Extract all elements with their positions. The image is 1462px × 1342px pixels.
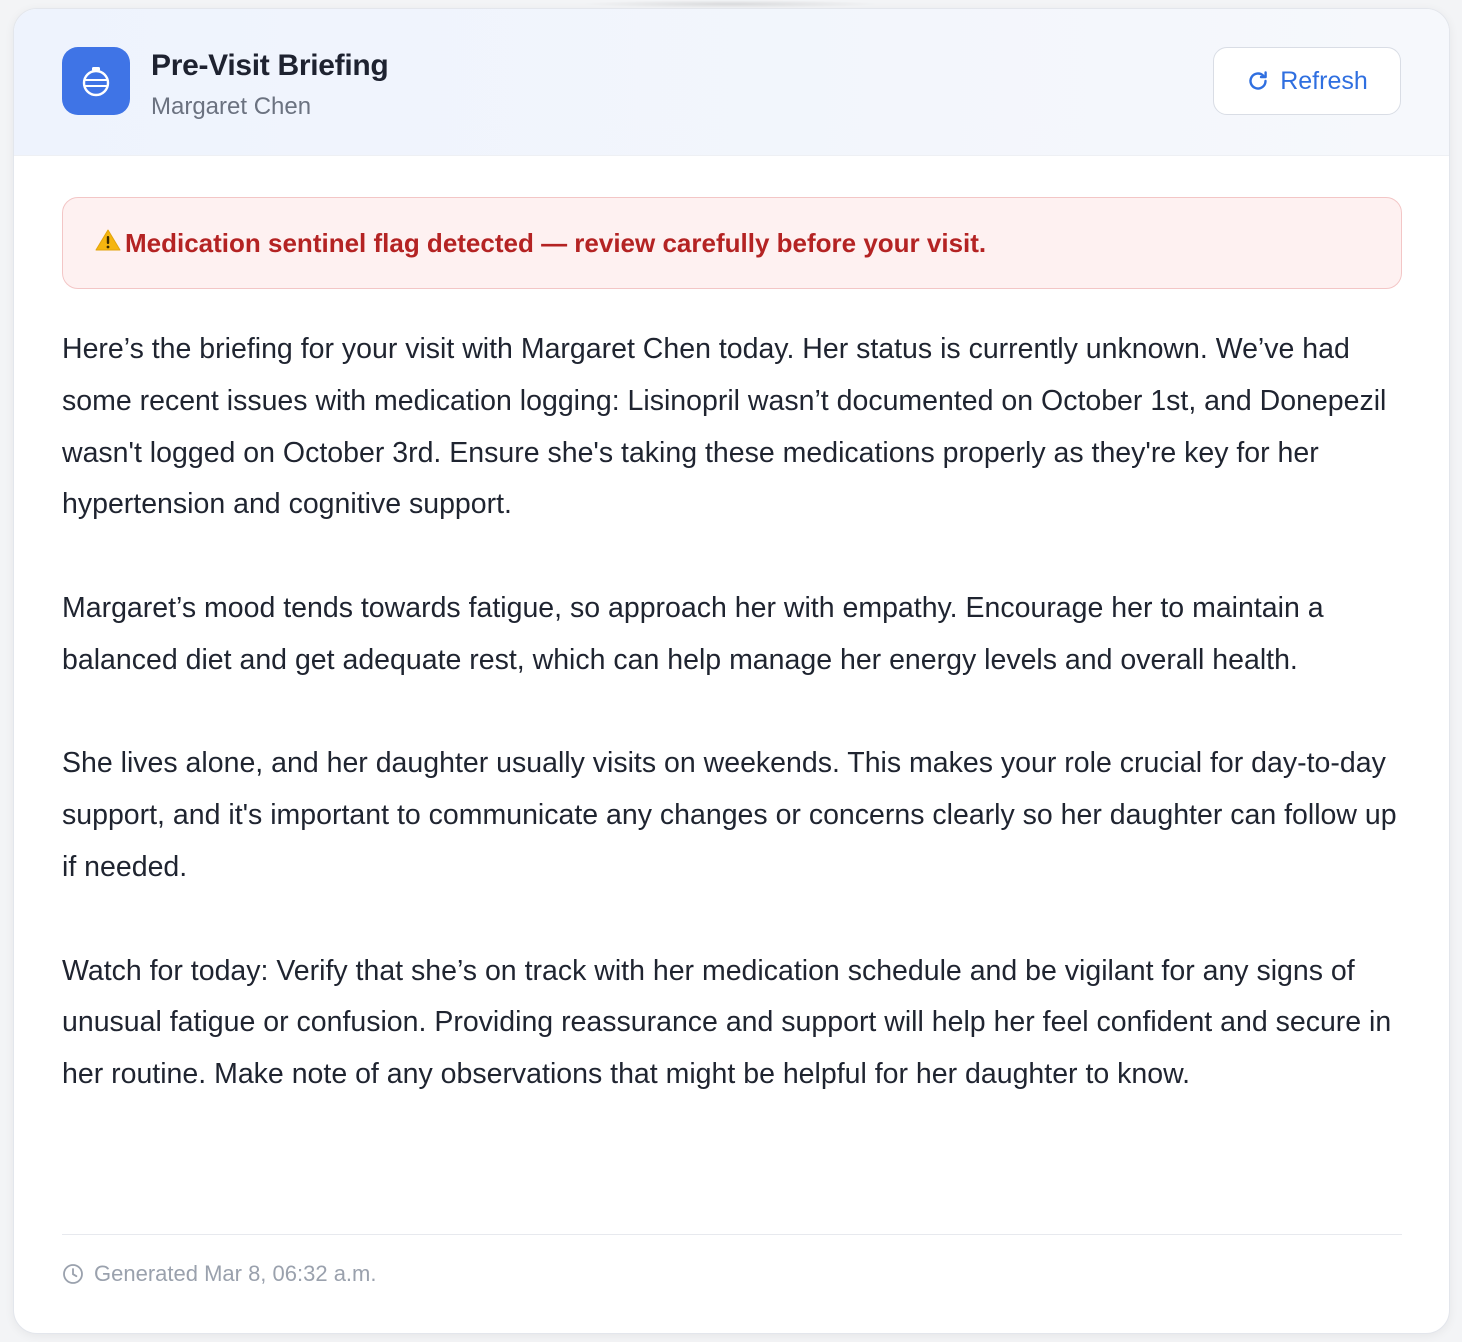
refresh-label: Refresh	[1280, 66, 1368, 95]
clock-icon	[62, 1263, 84, 1285]
warning-icon	[95, 228, 121, 258]
briefing-paragraph: Margaret’s mood tends towards fatigue, so approach her with empathy. Encourage her to maintain a balanced diet and get adequate rest, which can help manage her energy levels and overall health.	[62, 591, 1324, 676]
top-shadow	[580, 0, 880, 8]
sentinel-alert	[62, 197, 1402, 289]
briefing-paragraph: She lives alone, and her daughter usually visits on weekends. This makes your role crucial for day-to-day support, and it's important to communicate any changes or concerns clearly so her daughter can follow up if needed.	[62, 747, 1397, 883]
alert-text: Medication sentinel flag detected — review carefully before your visit.	[125, 227, 987, 258]
lantern-icon	[62, 47, 130, 115]
patient-name: Margaret Chen	[151, 93, 312, 120]
divider	[62, 1234, 1402, 1235]
briefing-paragraph: Watch for today: Verify that she’s on track with her medication schedule and be vigilant for any signs of unusual fatigue or confusion. Providing reassurance and support will help her feel confident and secure in her routine. Make note of any observations that might be helpful for her daughter to know.	[62, 954, 1392, 1091]
briefing-card	[13, 8, 1450, 1334]
briefing-text	[62, 324, 1407, 1101]
refresh-button[interactable]	[1213, 47, 1401, 115]
card-header	[14, 9, 1449, 156]
briefing-paragraph: Here’s the briefing for your visit with Margaret Chen today. Her status is currently unknown. We’ve had some recent issues with medication logging: Lisinopril wasn’t documented on October 1st, and Donepezil wasn't logged on October 3rd. Ensure she's taking these medications properly as they're key for her hypertension and cognitive support.	[62, 333, 1387, 521]
page-title: Pre-Visit Briefing	[151, 49, 389, 82]
refresh-icon	[1246, 69, 1270, 93]
generated-timestamp: Generated Mar 8, 06:32 a.m.	[94, 1261, 377, 1286]
card-footer	[62, 1261, 377, 1287]
